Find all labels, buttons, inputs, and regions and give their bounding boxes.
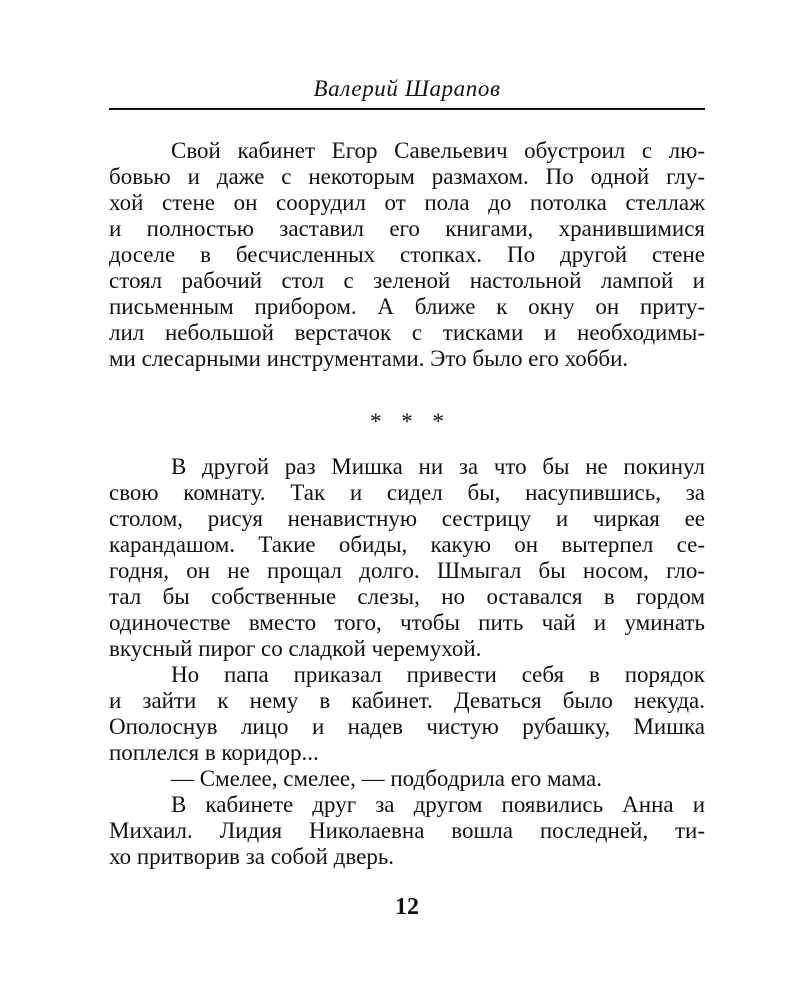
text-line: столом, рисуя ненавистную сестрицу и чиркая ее — [109, 506, 705, 531]
text-line: карандашом. Такие обиды, какую он вытерпел се- — [109, 532, 705, 557]
paragraph-cabinet — [109, 138, 705, 372]
text-line: и зайти к нему в кабинет. Деваться было некуда. — [109, 688, 705, 713]
text-line: Но папа приказал привести себя в порядок — [171, 662, 705, 687]
section-separator: * * * — [370, 409, 444, 434]
text-line: письменным прибором. А ближе к окну он приту- — [109, 294, 705, 319]
text-line: хо притворив за собой дверь. — [109, 844, 395, 869]
text-line: вкусный пирог со сладкой черемухой. — [109, 636, 482, 661]
text-line: В другой раз Мишка ни за что бы не покинул — [171, 454, 705, 479]
text-line: годня, он не прощал долго. Шмыгал бы носом, гло- — [109, 558, 705, 583]
text-line: бовью и даже с некоторым размахом. По одной глу- — [109, 164, 705, 189]
text-line: хой стене он соорудил от пола до потолка стеллаж — [109, 190, 705, 215]
paragraph-group-mishka — [109, 454, 705, 870]
text-line: ми слесарными инструментами. Это было его хобби. — [109, 346, 629, 371]
running-head: Валерий Шарапов — [313, 76, 501, 101]
text-line: лил небольшой верстачок с тисками и необходимы- — [109, 320, 705, 345]
text-line: тал бы собственные слезы, но оставался в гордом — [109, 584, 705, 609]
text-line: поплелся в коридор... — [109, 740, 319, 765]
text-line: Свой кабинет Егор Савельевич обустроил с лю- — [171, 138, 705, 163]
page-number: 12 — [395, 894, 419, 920]
header-rule — [109, 108, 705, 110]
dialogue-line: — Смелее, смелее, — подбодрила его мама. — [171, 766, 602, 791]
text-line: Михаил. Лидия Николаевна вошла последней, ти- — [109, 818, 705, 843]
text-line: В кабинете друг за другом появились Анна и — [171, 792, 705, 817]
text-line: доселе в бесчисленных стопках. По другой стене — [109, 242, 705, 267]
text-line: и полностью заставил его книгами, хранившимися — [109, 216, 705, 241]
text-line: свою комнату. Так и сидел бы, насупившись, за — [109, 480, 705, 505]
text-line: Ополоснув лицо и надев чистую рубашку, Мишка — [109, 714, 705, 739]
text-line: одиночестве вместо того, чтобы пить чай и уминать — [109, 610, 705, 635]
text-line: стоял рабочий стол с зеленой настольной лампой и — [109, 268, 705, 293]
